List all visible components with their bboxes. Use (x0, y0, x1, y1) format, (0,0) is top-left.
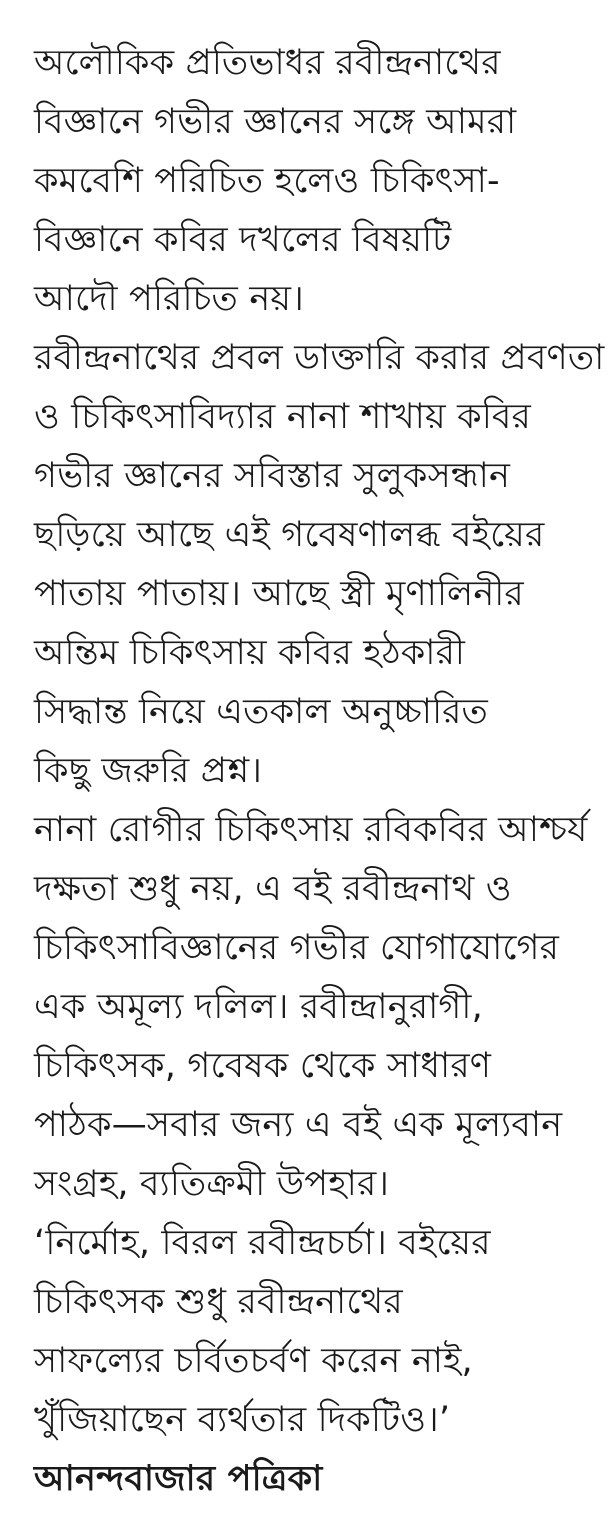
text-line: রবীন্দ্রনাথের প্রবল ডাক্তারি করার প্রবণতা (34, 338, 605, 378)
paragraph-intro (34, 34, 594, 329)
text-line: খুঁজিয়াছেন ব্যর্থতার দিকটিও।’ (34, 1400, 451, 1440)
text-line: ছড়িয়ে আছে এই গবেষণালব্ধ বইয়ের (34, 515, 545, 555)
text-line: চিকিৎসক শুধু রবীন্দ্রনাথের (34, 1282, 403, 1322)
text-line: চিকিৎসক, গবেষক থেকে সাধারণ (34, 1046, 492, 1086)
text-line: এক অমূল্য দলিল। রবীন্দ্রানুরাগী, (34, 987, 483, 1027)
text-line: পাঠক—সবার জন্য এ বই এক মূল্যবান (34, 1105, 563, 1145)
text-line: ও চিকিৎসাবিদ্যার নানা শাখায় কবির (34, 397, 531, 437)
text-line: কিছু জরুরি প্রশ্ন। (34, 751, 263, 791)
paragraph-significance (34, 801, 594, 1214)
blurb-text-block (34, 34, 605, 1509)
text-line: আদৌ পরিচিত নয়। (34, 279, 304, 319)
paragraph-details (34, 329, 605, 801)
text-line: পাতায় পাতায়। আছে স্ত্রী মৃণালিনীর (34, 574, 524, 614)
text-line: দক্ষতা শুধু নয়, এ বই রবীন্দ্রনাথ ও (34, 869, 512, 909)
text-line: বিজ্ঞানে গভীর জ্ঞানের সঙ্গে আমরা (34, 102, 517, 142)
text-line: সংগ্রহ, ব্যতিক্রমী উপহার। (34, 1164, 390, 1204)
text-line: বিজ্ঞানে কবির দখলের বিষয়টি (34, 220, 452, 260)
text-line: সাফল্যের চর্বিতচর্বণ করেন নাই, (34, 1341, 473, 1381)
text-line: অন্তিম চিকিৎসায় কবির হঠকারী (34, 633, 466, 673)
text-line: চিকিৎসাবিজ্ঞানের গভীর যোগাযোগের (34, 928, 560, 968)
text-line: গভীর জ্ঞানের সবিস্তার সুলুকসন্ধান (34, 456, 511, 496)
text-line: ‘নির্মোহ, বিরল রবীন্দ্রচর্চা। বইয়ের (34, 1223, 491, 1263)
text-line: কমবেশি পরিচিত হলেও চিকিৎসা- (34, 161, 500, 201)
text-line: সিদ্ধান্ত নিয়ে এতকাল অনুচ্চারিত (34, 692, 488, 732)
quote-attribution: আনন্দবাজার পত্রিকা (34, 1459, 323, 1499)
review-quote (34, 1214, 594, 1450)
text-line: অলৌকিক প্রতিভাধর রবীন্দ্রনাথের (34, 43, 501, 83)
text-line: নানা রোগীর চিকিৎসায় রবিকবির আশ্চর্য (34, 810, 588, 850)
